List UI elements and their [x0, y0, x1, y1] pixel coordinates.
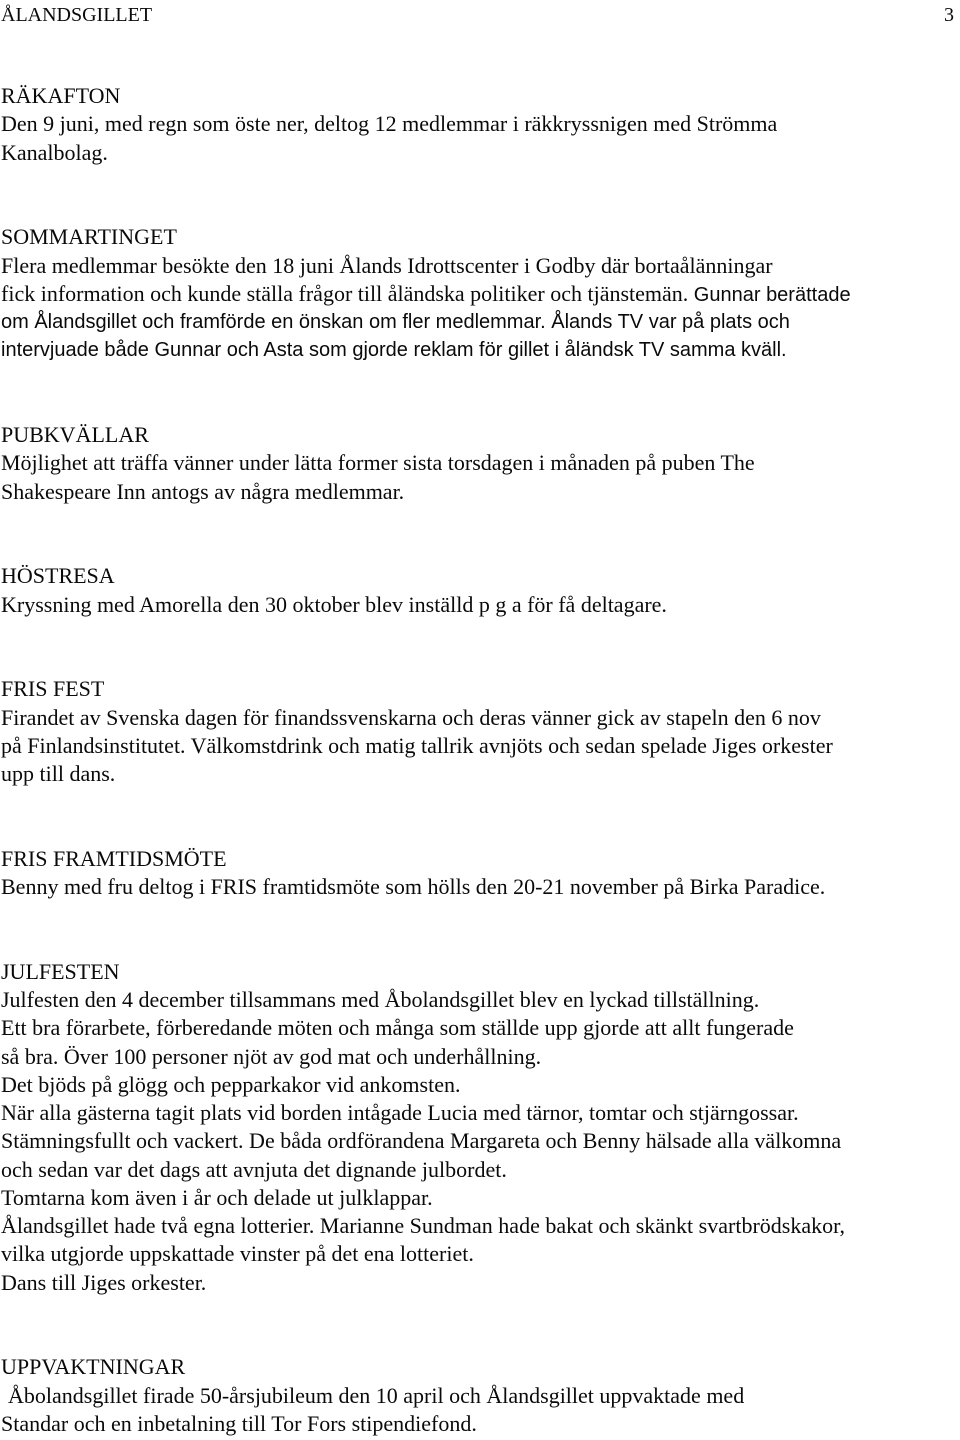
- body-line: Det bjöds på glögg och pepparkakor vid ankomsten.: [1, 1071, 461, 1097]
- body-line: om Ålandsgillet och framförde en önskan om fler medlemmar. Ålands TV var på plats och: [1, 311, 790, 333]
- body-line: och sedan var det dags att avnjuta det dignande julbordet.: [1, 1156, 507, 1182]
- section-heading: FRIS FEST: [1, 676, 105, 702]
- body-line: Den 9 juni, med regn som öste ner, deltog 12 medlemmar i räkkryssnigen med Strömma: [1, 111, 778, 137]
- body-line: Shakespeare Inn antogs av några medlemmar.: [1, 478, 405, 504]
- body-line: Firandet av Svenska dagen för finandssvenskarna och deras vänner gick av stapeln den 6 nov: [1, 704, 821, 730]
- body-line: Kryssning med Amorella den 30 oktober blev inställd p g a för få deltagare.: [1, 591, 667, 617]
- body-line: Stämningsfullt och vackert. De båda ordförandena Margareta och Benny hälsade alla välkomna: [1, 1128, 842, 1154]
- body-line: När alla gästerna tagit plats vid borden intågade Lucia med tärnor, tomtar och stjärngossar.: [1, 1100, 799, 1125]
- body-line: Benny med fru deltog i FRIS framtidsmöte som hölls den 20-21 november på Birka Paradice.: [1, 874, 826, 899]
- section-heading: FRIS FRAMTIDSMÖTE: [1, 845, 227, 871]
- body-line: på Finlandsinstitutet. Välkomstdrink och matig tallrik avnjöts och sedan spelade Jiges orkester: [1, 732, 833, 758]
- section-fris-fest: [1, 675, 955, 788]
- body-line: Åbolandsgillet firade 50-årsjubileum den 10 april och Ålandsgillet uppvaktade med: [8, 1382, 745, 1408]
- running-header: [1, 1, 954, 29]
- section-julfesten: [1, 958, 955, 1297]
- body-line: Standar och en inbetalning till Tor Fors stipendiefond.: [1, 1410, 477, 1436]
- body-line: intervjuade både Gunnar och Asta som gjorde reklam för gillet i åländsk TV samma kväll.: [1, 339, 787, 362]
- body-line-segment: fick information och kunde ställa frågor till åländska politiker och tjänstemän.: [1, 280, 694, 306]
- section-fris-framtidsmote: [1, 845, 955, 902]
- section-heading: PUBKVÄLLAR: [1, 422, 149, 447]
- body-line: Julfesten den 4 december tillsammans med Åbolandsgillet blev en lyckad tillställning.: [1, 987, 760, 1012]
- body-line: Dans till Jiges orkester.: [1, 1269, 207, 1295]
- body-line: upp till dans.: [1, 761, 116, 786]
- newsletter-body: [1, 82, 955, 1438]
- section-pubkvallar: [1, 421, 955, 506]
- section-heading: JULFESTEN: [1, 958, 120, 984]
- body-line: Kanalbolag.: [1, 139, 108, 165]
- body-line: så bra. Över 100 personer njöt av god mat och underhållning.: [1, 1043, 542, 1069]
- body-line: Flera medlemmar besökte den 18 juni Ålands Idrottscenter i Godby där bortaålänningar: [1, 252, 773, 278]
- body-line-segment: Gunnar berättade: [693, 283, 851, 306]
- section-hostresa: [1, 562, 955, 619]
- body-line: Tomtarna kom även i år och delade ut julklappar.: [1, 1184, 433, 1210]
- body-line: [1, 280, 955, 308]
- body-line: Möjlighet att träffa vänner under lätta former sista torsdagen i månaden på puben The: [1, 450, 755, 476]
- section-heading: UPPVAKTNINGAR: [1, 1354, 186, 1380]
- section-sommartinget: [1, 223, 955, 364]
- section-rakafton: [1, 82, 955, 167]
- section-heading: HÖSTRESA: [1, 563, 115, 589]
- header-title: ÅLANDSGILLET: [1, 4, 153, 26]
- section-heading: RÄKAFTON: [1, 83, 121, 108]
- page-number: 3: [944, 4, 954, 26]
- body-line: Ålandsgillet hade två egna lotterier. Marianne Sundman hade bakat och skänkt svartbrödskakor,: [1, 1213, 846, 1238]
- section-uppvaktningar: [1, 1353, 955, 1438]
- section-heading: SOMMARTINGET: [1, 224, 177, 250]
- body-line: vilka utgjorde uppskattade vinster på det ena lotteriet.: [1, 1241, 474, 1267]
- body-line: Ett bra förarbete, förberedande möten och många som ställde upp gjorde att allt fungerade: [1, 1015, 794, 1041]
